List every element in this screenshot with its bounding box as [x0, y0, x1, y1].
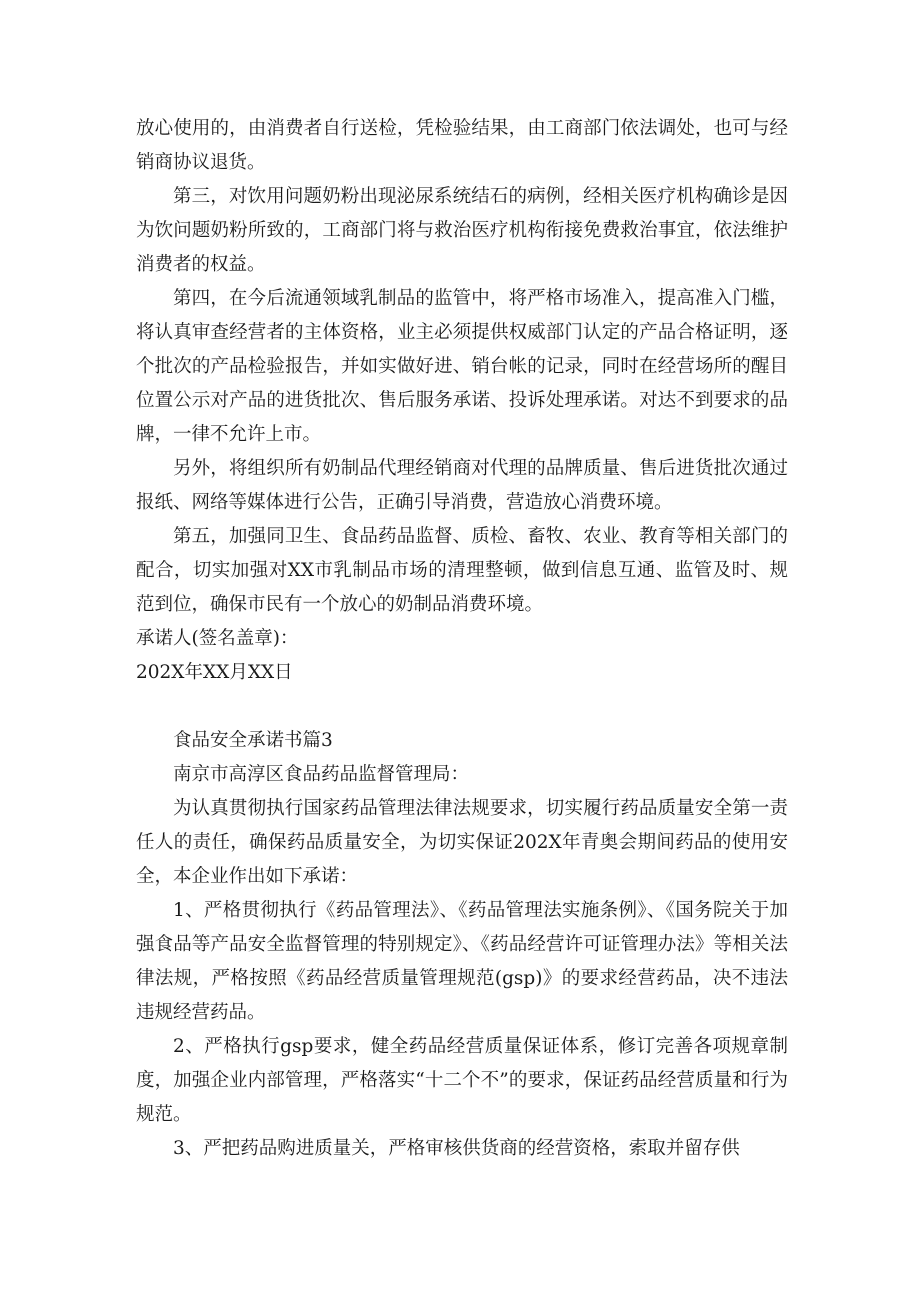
signature-label: 承诺人(签名盖章)：: [136, 628, 299, 649]
paragraph-additionally: 另外，将组织所有奶制品代理经销商对代理的品牌质量、售后进货批次通过报纸、网络等媒体进行公告，正确引导消费，营造放心消费环境。: [136, 458, 788, 513]
paragraph-item-1: 1、严格贯彻执行《药品管理法》、《药品管理法实施条例》、《国务院关于加强食品等产品安全监督管理的特别规定》、《药品经营许可证管理办法》等相关法律法规，严格按照《药品经营质量管理规范(gsp)》的要求经营药品，决不违法违规经营药品。: [136, 900, 788, 1023]
paragraph-fourth: 第四，在今后流通领域乳制品的监管中，将严格市场准入，提高准入门槛，将认真审查经营者的主体资格，业主必须提供权威部门认定的产品合格证明，逐个批次的产品检验报告，并如实做好进、销台帐的记录，同时在经营场所的醒目位置公示对产品的进货批次、售后服务承诺、投诉处理承诺。对达不到要求的品牌，一律不允许上市。: [136, 288, 788, 445]
section-gap: [136, 690, 788, 724]
section-title: 食品安全承诺书篇3: [173, 730, 333, 751]
date-line: 202X年XX月XX日: [136, 662, 293, 683]
paragraph-fifth: 第五，加强同卫生、食品药品监督、质检、畜牧、农业、教育等相关部门的配合，切实加强对XX市乳制品市场的清理整顿，做到信息互通、监管及时、规范到位，确保市民有一个放心的奶制品消费环境。: [136, 526, 788, 615]
paragraph-third: 第三，对饮用问题奶粉出现泌尿系统结石的病例，经相关医疗机构确诊是因为饮问题奶粉所致的，工商部门将与救治医疗机构衔接免费救治事宜，依法维护消费者的权益。: [136, 186, 788, 275]
paragraph-item-3: 3、严把药品购进质量关，严格审核供货商的经营资格，索取并留存供: [173, 1138, 740, 1159]
paragraph-intro: 为认真贯彻执行国家药品管理法律法规要求，切实履行药品质量安全第一责任人的责任，确保药品质量安全，为切实保证202X年青奥会期间药品的使用安全，本企业作出如下承诺：: [136, 798, 788, 887]
paragraph-item-2: 2、严格执行gsp要求，健全药品经营质量保证体系，修订完善各项规章制度，加强企业内部管理，严格落实“十二个不”的要求，保证药品经营质量和行为规范。: [136, 1036, 788, 1125]
addressee: 南京市高淳区食品药品监督管理局：: [173, 764, 470, 785]
paragraph-continuation: 放心使用的，由消费者自行送检，凭检验结果，由工商部门依法调处，也可与经销商协议退货。: [136, 118, 788, 173]
document-page: [136, 112, 788, 1166]
